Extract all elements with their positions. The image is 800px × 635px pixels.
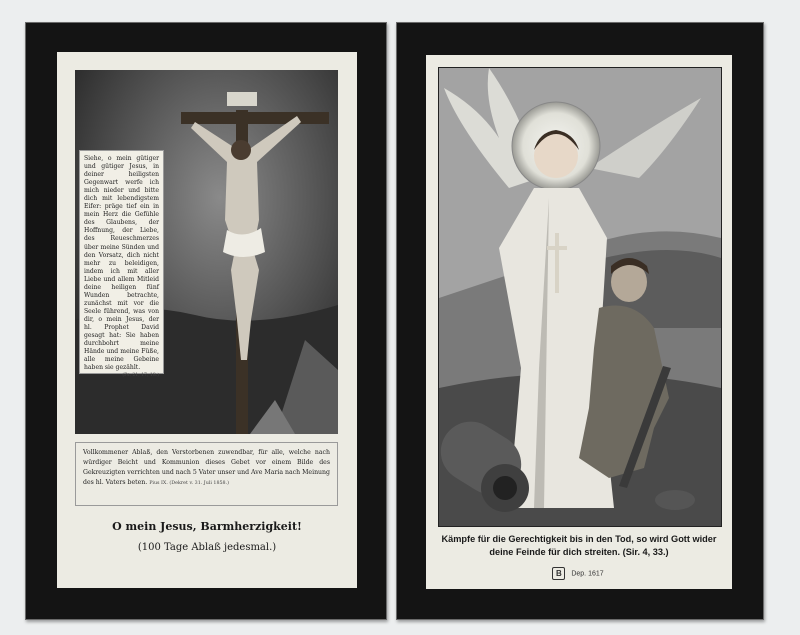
indulgence-text: Vollkommener Ablaß, den Verstorbenen zuwendbar, für alle, welche nach würdiger Beicht und Kommunion dieses Gebet vor einem Bilde des Gekreuzigten verrichten und nach 5 Vater unser und Ave Maria nach Meinung des hl. Vaters beten. <box>83 449 330 486</box>
publisher-logo: B <box>552 567 565 580</box>
invocation-text: O mein Jesus, Barmherzigkeit! <box>112 520 302 533</box>
prayer-box <box>79 150 164 379</box>
indulgence-reference: Pius IX. (Dekret v. 31. Juli 1858.) <box>149 481 230 486</box>
verse-line-2: deine Feinde für dich streiten. (Sir. 4, 33.) <box>489 547 669 557</box>
crucifixion-image <box>75 70 338 434</box>
prayer-reference: (Ps. 21, 17, 18.) <box>122 373 159 379</box>
indulgence-days: (100 Tage Ablaß jedesmal.) <box>137 542 277 553</box>
indulgence-box <box>75 442 338 506</box>
memorial-card-right <box>396 22 764 620</box>
printer-mark <box>530 567 626 580</box>
printer-number: Dep. 1617 <box>571 570 604 578</box>
verse-line-1: Kämpfe für die Gerechtigkeit bis in den Tod, so wird Gott wider <box>441 534 717 544</box>
card-paper-right <box>426 55 732 589</box>
card-paper-left <box>57 52 357 588</box>
scripture-verse <box>432 533 726 559</box>
memorial-card-left <box>25 22 387 620</box>
guardian-angel-image <box>438 67 722 527</box>
prayer-text: Siehe, o mein gütiger und gütiger Jesus, in deiner heiligsten Gegenwart werfe ich mich nieder und bitte dich mit lebendigstem Eifer: präge tief ein in mein Herz die Gefühle des Glaubens, der Hoffnung, der Liebe, des Reueschmerzes über meine Sünden und den Vorsatz, dich nicht mehr zu beleidigen, indem ich mit aller Liebe und allem Mitleid deine heiligen fünf Wunden betrachte, zunächst mit vor die Seele führend, was von dir, o mein Jesus, der hl. Prophet David gesagt hat: Sie haben durchbohrt meine Hände und meine Füße, alle meine Gebeine haben sie gezählt. <box>84 155 159 372</box>
